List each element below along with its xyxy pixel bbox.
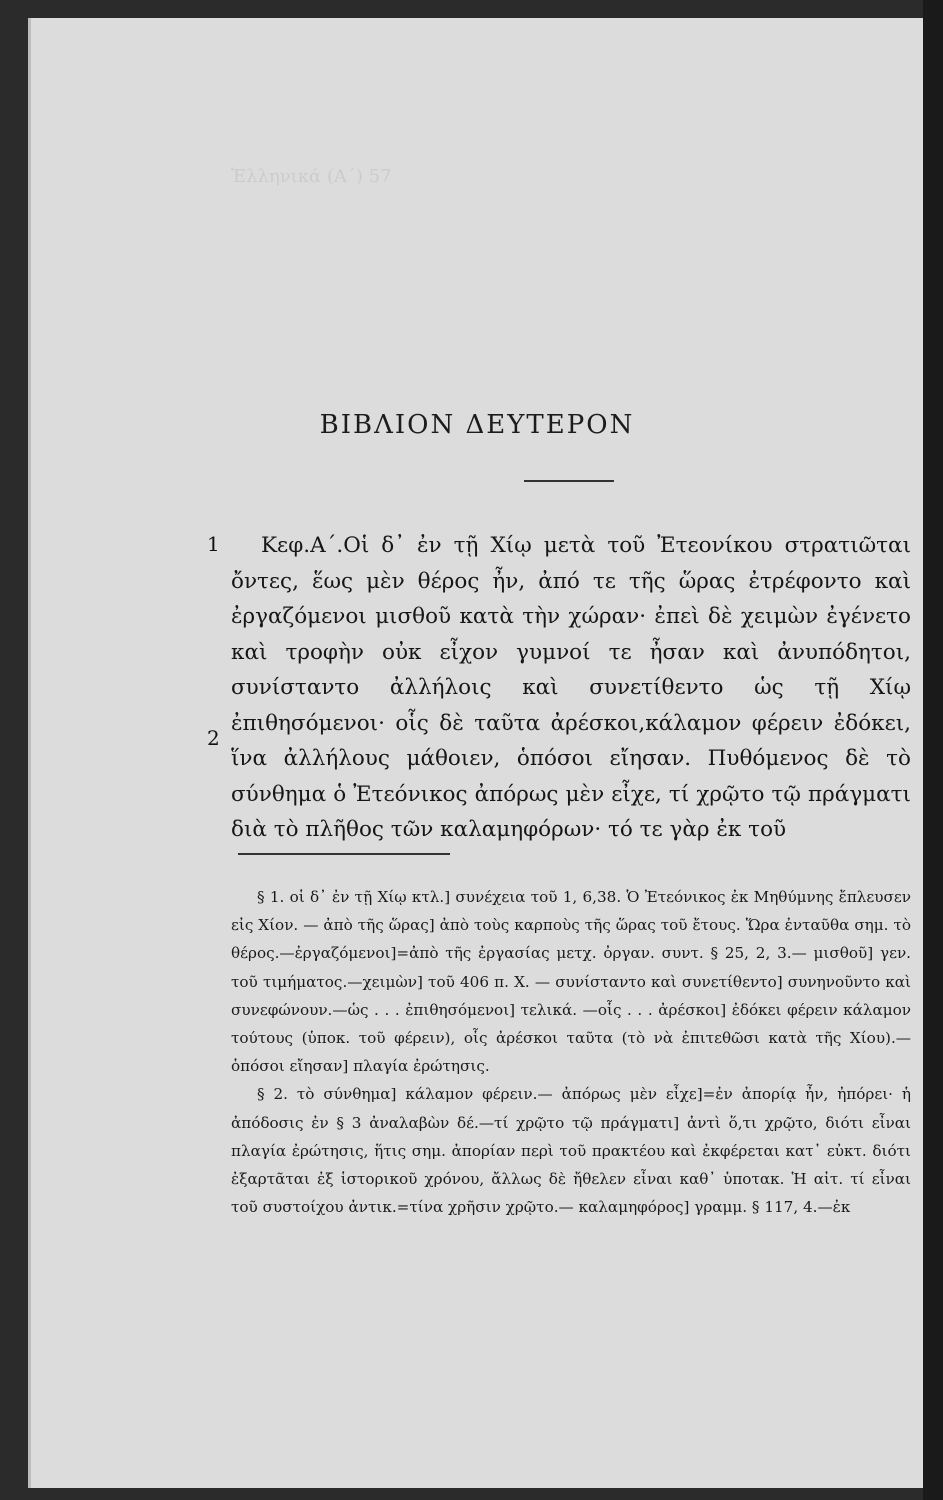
margin-number-1: 1 — [207, 532, 220, 556]
main-text-block — [231, 528, 911, 848]
book-heading: ΒΙΒΛΙΟΝ ΔΕΥΤΕΡΟΝ — [319, 410, 635, 440]
margin-number-2: 2 — [207, 726, 220, 750]
footnote-divider — [238, 853, 450, 855]
page-edge — [923, 0, 943, 1500]
footnote-2: § 2. τὸ σύνθημα] κάλαμον φέρειν.— ἀπόρως μὲν εἶχε]=ἐν ἀπορίᾳ ἦν, ἠπόρει· ἡ ἀπόδοσις ἐν § 3 ἀναλαβὼν δέ.—τί χρῷτο τῷ πράγματι] ἀντὶ ὅ,τι χρῷτο, διότι εἶναι πλαγία ἐρώτησις, ἥτις σημ. ἀπορίαν περὶ τοῦ πρακτέου καὶ ἐκφέρεται κατ᾽ εὐκτ. διότι ἐξαρτᾶται ἐξ ἱστορικοῦ χρόνου, ἄλλως δὲ ἤθελεν εἶναι καθ᾽ ὑποτακ. Ἡ αἰτ. τί εἶναι τοῦ συστοίχου ἀντικ.=τίνα χρῆσιν χρῷτο.— καλαμηφόρος] γραμμ. § 117, 4.—ἐκ — [231, 1085, 911, 1217]
heading-divider — [524, 480, 614, 482]
footnote-1: § 1. οἱ δ᾽ ἐν τῇ Χίῳ κτλ.] συνέχεια τοῦ 1, 6,38. Ὁ Ἐτεόνικος ἐκ Μηθύμνης ἔπλευσεν εἰς Χίον. — ἀπὸ τῆς ὥρας] ἀπὸ τοὺς καρποὺς τῆς ὥρας τοῦ ἔτους. Ὥρα ἐνταῦθα σημ. τὸ θέρος.—ἐργαζόμενοι]=ἀπὸ τῆς ἐργασίας μετχ. ὀργαν. συντ. § 25, 2, 3.— μισθοῦ] γεν. τοῦ τιμήματος.—χειμὼν] τοῦ 406 π. Χ. — συνίσταντο καὶ συνετίθεντο] συνηνοῦντο καὶ συνεφώνουν.—ὡς . . . ἐπιθησόμενοι] τελικά. —οἷς . . . ἀρέσκοι] ἐδόκει φέρειν κάλαμον τούτους (ὑποκ. τοῦ φέρειν), οἷς ἀρέσκοι ταῦτα (τὸ νὰ ἐπιτεθῶσι κατὰ τῆς Χίου).—ὁπόσοι εἴησαν] πλαγία ἐρώτησις. — [231, 888, 911, 1076]
main-paragraph: Κεφ.Α΄.Οἱ δ᾽ ἐν τῇ Χίῳ μετὰ τοῦ Ἐτεονίκου στρατιῶται ὄντες, ἕως μὲν θέρος ἦν, ἀπό τε τῆς ὥρας ἐτρέφοντο καὶ ἐργαζόμενοι μισθοῦ κατὰ τὴν χώραν· ἐπεὶ δὲ χειμὼν ἐγένετο καὶ τροφὴν οὐκ εἶχον γυμνοί τε ἦσαν καὶ ἀνυπόδητοι, συνίσταντο ἀλλήλοις καὶ συνετίθεντο ὡς τῇ Χίῳ ἐπιθησόμενοι· οἷς δὲ ταῦτα ἀρέσκοι,κάλαμον φέρειν ἐδόκει, ἵνα ἀλλήλους μάθοιεν, ὁπόσοι εἴησαν. Πυθόμενος δὲ τὸ σύνθημα ὁ Ἐτεόνικος ἀπόρως μὲν εἶχε, τί χρῷτο τῷ πράγματι διὰ τὸ πλῆθος τῶν καλαμηφόρων· τό τε γὰρ ἐκ τοῦ — [231, 533, 911, 842]
footnotes-block — [231, 883, 911, 1221]
book-page — [28, 18, 923, 1488]
bleed-through-text: Ἑλληνικά (Α΄) 57 — [231, 166, 392, 187]
